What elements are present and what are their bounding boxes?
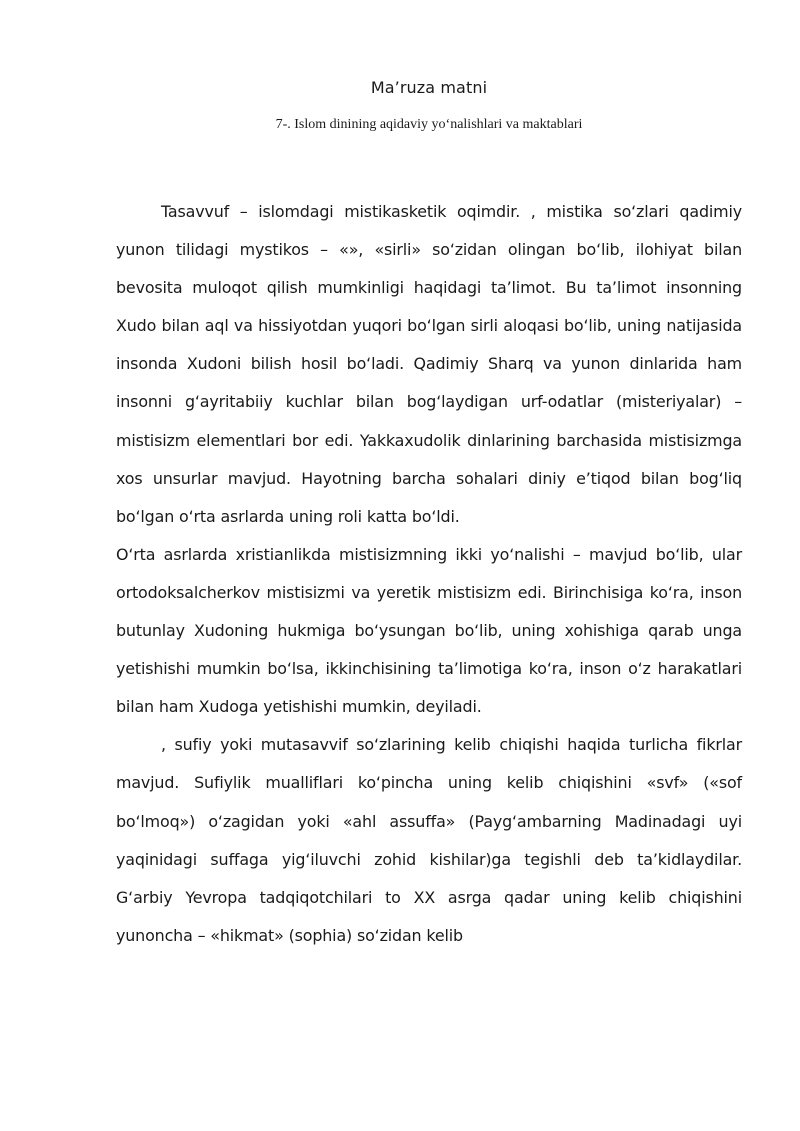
paragraph-3: , sufiy yoki mutasavvif so‘zlarining kelib chiqishi haqida turlicha fikrlar mavjud. Sufiylik mualliflari ko‘pincha uning kelib chiqishini «svf» («sof bo‘lmoq») o‘zagidan yoki «ahl assuffa» (Payg‘ambarning Madinadagi uyi yaqinidagi suffaga yig‘iluvchi zohid kishilar)ga tegishli deb ta’kidlaydilar. G‘arbiy Yevropa tadqiqotchilari to XX asrga qadar uning kelib chiqishini yunoncha – «hikmat» (sophia) so‘zidan kelib [116,735,742,945]
page-title: Ma’ruza matni [370,78,488,97]
paragraph-1: Tasavvuf – islomdagi mistikasketik oqimdir. , mistika so‘zlari qadimiy yunon tilidagi mystikos – «», «sirli» so‘zidan olingan bo‘lib, ilohiyat bilan bevosita muloqot qilish mumkinligi haqidagi ta’limot. Bu ta’limot insonning Xudo bilan aql va hissiyotdan yuqori bo‘lgan sirli aloqasi bo‘lib, uning natijasida insonda Xudoni bilish hosil bo‘ladi. Qadimiy Sharq va yunon dinlarida ham insonni g‘ayritabiiy kuchlar bilan bog‘laydigan urf-odatlar (misteriyalar) – mistisizm elementlari bor edi. Yakkaxudolik dinlarining barchasida mistisizmga xos unsurlar mavjud. Hayotning barcha sohalari diniy e’tiqod bilan bog‘liq bo‘lgan o‘rta asrlarda uning roli katta bo‘ldi. [116,202,742,526]
body-text [116,193,742,955]
paragraph-2: O‘rta asrlarda xristianlikda mistisizmning ikki yo‘nalishi – mavjud bo‘lib, ular ortodoksalcherkov mistisizmi va yeretik mistisizm edi. Birinchisiga ko‘ra, inson butunlay Xudoning hukmiga bo‘ysungan bo‘lib, uning xohishiga qarab unga yetishishi mumkin bo‘lsa, ikkinchisining ta’limotiga ko‘ra, inson o‘z harakatlari bilan ham Xudoga yetishishi mumkin, deyiladi. [116,544,742,717]
page-subtitle: 7-. Islom dinining aqidaviy yo‘nalishlari va maktablari [275,117,583,132]
